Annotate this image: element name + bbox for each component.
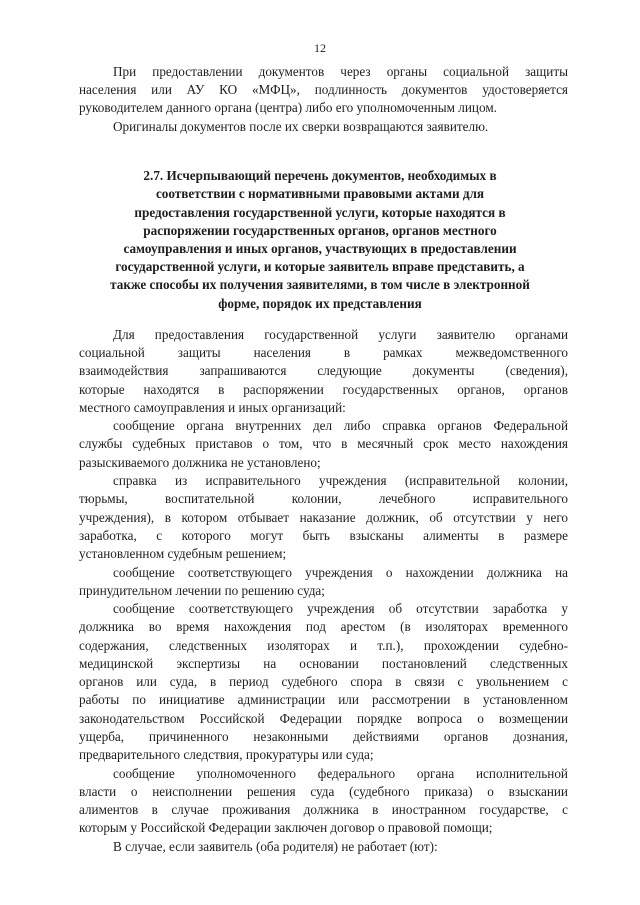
intro-line: Оригиналы документов после их сверки возвращаются заявителю. xyxy=(113,119,489,134)
section-heading-line: государственной услуги, и которые заявитель вправе представить, а xyxy=(115,259,525,274)
body-line: сообщение органа внутренних дел либо справка органов Федеральной xyxy=(113,418,568,433)
intro-line: населения или АУ КО «МФЦ», подлинность документов удостоверяется xyxy=(79,82,568,97)
body-line: взаимодействия запрашиваются следующие документы (сведения), xyxy=(79,363,568,378)
section-heading-line: предоставления государственной услуги, которые находятся в xyxy=(134,205,506,220)
body-line: тюрьмы, воспитательной колонии, лечебного исправительного xyxy=(79,491,568,506)
body-line: учреждения), в котором отбывает наказание должник, об отсутствии у него xyxy=(79,510,568,525)
body-line: сообщение соответствующего учреждения об отсутствии заработка у xyxy=(113,601,568,616)
body-line: медицинской экспертизы на основании постановлений следственных xyxy=(79,656,568,671)
section-heading-line: соответствии с нормативными правовыми актами для xyxy=(155,186,485,201)
body-line: социальной защиты населения в рамках межведомственного xyxy=(79,345,568,360)
body-line: которым у Российской Федерации заключен договор о правовой помощи; xyxy=(79,820,493,835)
section-heading-line: 2.7. Исчерпывающий перечень документов, необходимых в xyxy=(143,168,497,183)
body-line: должника во время нахождения под арестом (в изоляторах временного xyxy=(79,619,568,634)
body-line: Для предоставления государственной услуги заявителю органами xyxy=(113,327,568,342)
body-line: власти о неисполнении решения суда (судебного приказа) о взыскании xyxy=(79,784,568,799)
body-line: ущерба, причиненного незаконными действиями органов дознания, xyxy=(79,729,568,744)
body-line: разыскиваемого должника не установлено; xyxy=(79,455,321,470)
body-line: сообщение соответствующего учреждения о нахождении должника на xyxy=(113,565,568,580)
body-line: законодательством Российской Федерации порядке вопроса о возмещении xyxy=(79,711,568,726)
body-line: алиментов в случае проживания должника в иностранном государстве, с xyxy=(79,802,568,817)
body-line: принудительном лечении по решению суда; xyxy=(79,583,325,598)
body-line: которые находятся в распоряжении государственных органов, органов xyxy=(79,382,568,397)
body-line: содержания, следственных изоляторах и т.п.), прохождении судебно- xyxy=(79,638,568,653)
body-line: местного самоуправления и иных организаций: xyxy=(79,400,346,415)
intro-line: При предоставлении документов через органы социальной защиты xyxy=(113,64,568,79)
body-line: сообщение уполномоченного федерального органа исполнительной xyxy=(113,766,568,781)
section-heading-line: также способы их получения заявителями, в том числе в электронной xyxy=(110,277,530,292)
section-heading-line: самоуправления и иных органов, участвующих в предоставлении xyxy=(123,241,517,256)
body-line: органов или суда, в период судебного спора в связи с увольнением с xyxy=(79,674,568,689)
body-line: заработка, с которого могут быть взысканы алименты в размере xyxy=(79,528,568,543)
body-line: работы по инициативе администрации или рассмотрении в установленном xyxy=(79,692,568,707)
section-heading-line: распоряжении государственных органов, органов местного xyxy=(143,223,497,238)
body-line: предварительного следствия, прокуратуры или суда; xyxy=(79,747,374,762)
body-line: установленном судебным решением; xyxy=(79,546,287,561)
body-line: службы судебных приставов о том, что в месячный срок место нахождения xyxy=(79,436,568,451)
body-line: В случае, если заявитель (оба родителя) не работает (ют): xyxy=(113,839,438,854)
body-line: справка из исправительного учреждения (исправительной колонии, xyxy=(113,473,568,488)
intro-line: руководителем данного органа (центра) либо его уполномоченным лицом. xyxy=(79,100,497,115)
section-heading-line: форме, порядок их представления xyxy=(218,296,422,311)
page-number: 12 xyxy=(314,41,326,55)
